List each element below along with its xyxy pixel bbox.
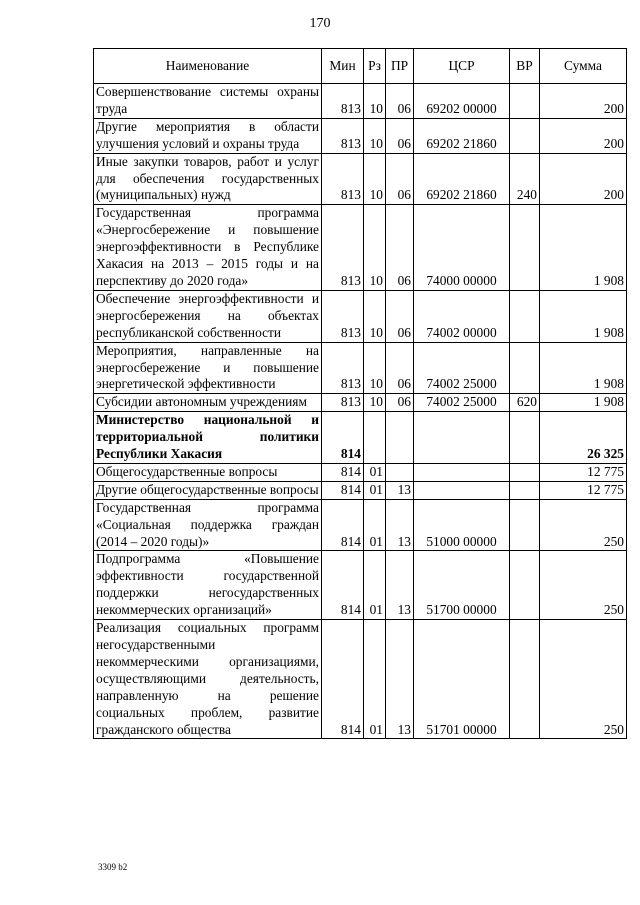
cell-min: 813 xyxy=(322,394,364,412)
header-rz: Рз xyxy=(364,49,386,84)
cell-rz: 01 xyxy=(364,551,386,620)
cell-csr: 74002 25000 xyxy=(414,394,510,412)
cell-csr: 74002 00000 xyxy=(414,290,510,342)
cell-vr: 620 xyxy=(510,394,540,412)
cell-name: Другие общегосударственные вопросы xyxy=(94,481,322,499)
table-row xyxy=(94,290,627,342)
cell-sum: 1 908 xyxy=(540,342,627,394)
table-body xyxy=(94,84,627,739)
table-row xyxy=(94,551,627,620)
table-row xyxy=(94,84,627,119)
cell-sum: 1 908 xyxy=(540,394,627,412)
header-min: Мин xyxy=(322,49,364,84)
table-row xyxy=(94,118,627,153)
cell-pr xyxy=(386,463,414,481)
cell-name: Реализация социальных программ негосударственными некоммерческими организациями, осуществляющими деятельность, направленную на решение социальных проблем, развитие гражданского общества xyxy=(94,620,322,739)
cell-rz xyxy=(364,412,386,464)
cell-vr xyxy=(510,118,540,153)
cell-rz: 01 xyxy=(364,463,386,481)
cell-pr: 06 xyxy=(386,205,414,291)
cell-csr xyxy=(414,481,510,499)
header-csr: ЦСР xyxy=(414,49,510,84)
table-row xyxy=(94,394,627,412)
cell-sum: 26 325 xyxy=(540,412,627,464)
cell-vr xyxy=(510,499,540,551)
cell-rz: 10 xyxy=(364,394,386,412)
cell-vr xyxy=(510,205,540,291)
cell-sum: 200 xyxy=(540,118,627,153)
cell-name: Иные закупки товаров, работ и услуг для обеспечения государственных (муниципальных) нужд xyxy=(94,153,322,205)
budget-table xyxy=(93,48,627,739)
cell-min: 814 xyxy=(322,412,364,464)
cell-pr: 13 xyxy=(386,499,414,551)
cell-rz: 10 xyxy=(364,342,386,394)
cell-vr xyxy=(510,342,540,394)
cell-rz: 01 xyxy=(364,481,386,499)
cell-rz: 10 xyxy=(364,290,386,342)
cell-pr: 06 xyxy=(386,342,414,394)
cell-rz: 10 xyxy=(364,153,386,205)
cell-pr: 06 xyxy=(386,84,414,119)
cell-name: Субсидии автономным учреждениям xyxy=(94,394,322,412)
cell-min: 813 xyxy=(322,290,364,342)
cell-name: Мероприятия, направленные на энергосбережение и повышение энергетической эффективности xyxy=(94,342,322,394)
cell-rz: 10 xyxy=(364,118,386,153)
cell-sum: 250 xyxy=(540,499,627,551)
cell-csr: 51000 00000 xyxy=(414,499,510,551)
cell-min: 814 xyxy=(322,481,364,499)
cell-csr: 51701 00000 xyxy=(414,620,510,739)
table-row xyxy=(94,342,627,394)
table-row xyxy=(94,499,627,551)
cell-name: Общегосударственные вопросы xyxy=(94,463,322,481)
cell-name: Государственная программа «Энергосбережение и повышение энергоэффективности в Республике Хакасия на 2013 – 2015 годы и на перспективу до 2020 года» xyxy=(94,205,322,291)
cell-sum: 1 908 xyxy=(540,290,627,342)
cell-pr: 13 xyxy=(386,551,414,620)
cell-name: Подпрограмма «Повышение эффективности государственной поддержки негосударственных некоммерческих организаций» xyxy=(94,551,322,620)
header-pr: ПР xyxy=(386,49,414,84)
cell-csr: 74002 25000 xyxy=(414,342,510,394)
footer-code: 3309 b2 xyxy=(98,862,128,872)
table-row xyxy=(94,205,627,291)
cell-sum: 250 xyxy=(540,551,627,620)
cell-pr: 13 xyxy=(386,481,414,499)
cell-csr: 69202 00000 xyxy=(414,84,510,119)
cell-vr xyxy=(510,412,540,464)
cell-min: 813 xyxy=(322,118,364,153)
cell-min: 813 xyxy=(322,342,364,394)
cell-rz: 01 xyxy=(364,499,386,551)
cell-vr xyxy=(510,290,540,342)
cell-pr: 06 xyxy=(386,394,414,412)
cell-sum: 1 908 xyxy=(540,205,627,291)
cell-rz: 01 xyxy=(364,620,386,739)
table-row xyxy=(94,481,627,499)
cell-sum: 12 775 xyxy=(540,463,627,481)
cell-vr xyxy=(510,481,540,499)
cell-min: 813 xyxy=(322,84,364,119)
cell-min: 814 xyxy=(322,620,364,739)
header-name: Наименование xyxy=(94,49,322,84)
cell-min: 814 xyxy=(322,463,364,481)
header-vr: ВР xyxy=(510,49,540,84)
cell-rz: 10 xyxy=(364,205,386,291)
cell-vr xyxy=(510,620,540,739)
cell-csr: 69202 21860 xyxy=(414,118,510,153)
cell-sum: 200 xyxy=(540,153,627,205)
cell-pr: 13 xyxy=(386,620,414,739)
cell-pr xyxy=(386,412,414,464)
cell-vr: 240 xyxy=(510,153,540,205)
cell-sum: 200 xyxy=(540,84,627,119)
cell-csr xyxy=(414,412,510,464)
cell-pr: 06 xyxy=(386,153,414,205)
page-number: 170 xyxy=(309,16,331,31)
cell-min: 813 xyxy=(322,153,364,205)
cell-min: 813 xyxy=(322,205,364,291)
cell-pr: 06 xyxy=(386,290,414,342)
cell-name: Министерство национальной и территориальной политики Республики Хакасия xyxy=(94,412,322,464)
cell-name: Обеспечение энергоэффективности и энергосбережения на объектах республиканской собственности xyxy=(94,290,322,342)
table-row xyxy=(94,153,627,205)
cell-min: 814 xyxy=(322,499,364,551)
cell-name: Совершенствование системы охраны труда xyxy=(94,84,322,119)
cell-vr xyxy=(510,551,540,620)
table-row xyxy=(94,412,627,464)
table-header-row xyxy=(94,49,627,84)
cell-sum: 250 xyxy=(540,620,627,739)
cell-min: 814 xyxy=(322,551,364,620)
table-row xyxy=(94,463,627,481)
table-row xyxy=(94,620,627,739)
cell-csr: 69202 21860 xyxy=(414,153,510,205)
cell-pr: 06 xyxy=(386,118,414,153)
cell-rz: 10 xyxy=(364,84,386,119)
cell-name: Государственная программа «Социальная поддержка граждан (2014 – 2020 годы)» xyxy=(94,499,322,551)
cell-sum: 12 775 xyxy=(540,481,627,499)
cell-csr: 74000 00000 xyxy=(414,205,510,291)
header-sum: Сумма xyxy=(540,49,627,84)
cell-csr: 51700 00000 xyxy=(414,551,510,620)
cell-vr xyxy=(510,84,540,119)
cell-vr xyxy=(510,463,540,481)
cell-csr xyxy=(414,463,510,481)
cell-name: Другие мероприятия в области улучшения условий и охраны труда xyxy=(94,118,322,153)
